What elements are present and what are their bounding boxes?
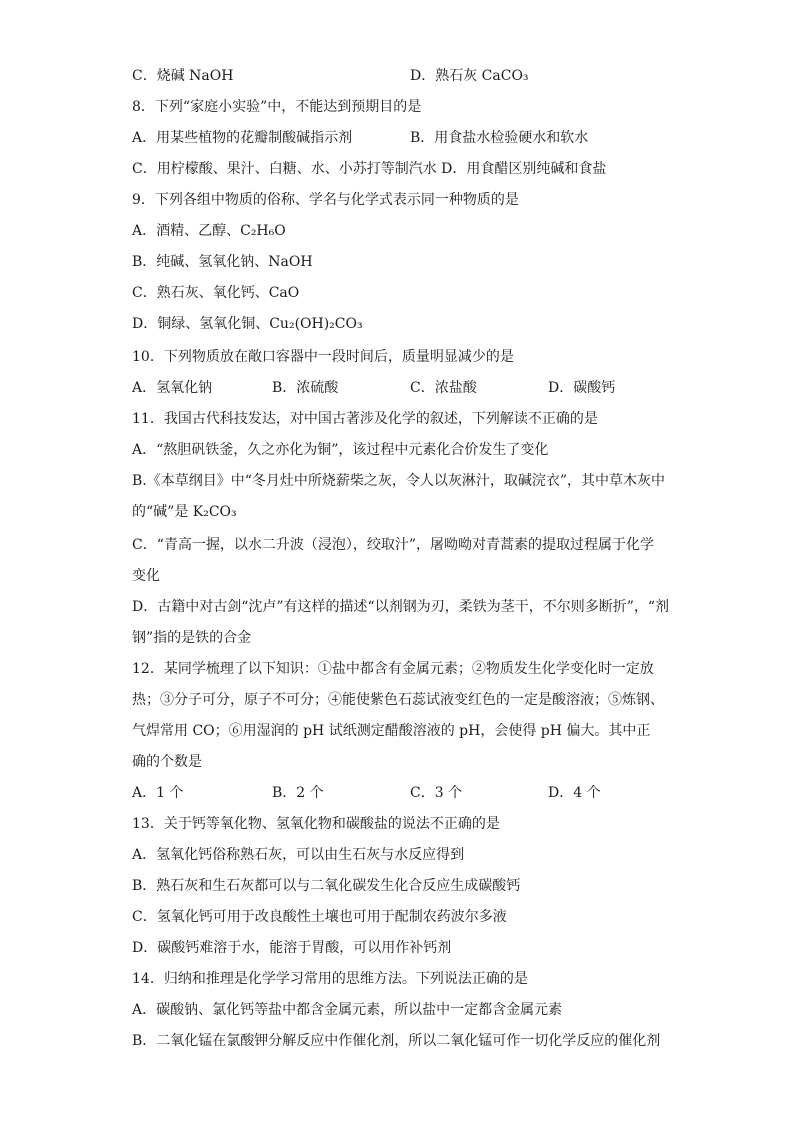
option-b: B.《本草纲目》中“冬月灶中所烧薪柴之灰，令人以灰淋汁，取碱浣衣”，其中草木灰中 — [132, 473, 666, 489]
question-12-cont: 热；③分子可分，原子不可分；④能使紫色石蕊试液变红色的一定是酸溶液；⑤炼钢、 — [132, 692, 664, 708]
question-11: 11．我国古代科技发达，对中国古著涉及化学的叙述，下列解读不正确的是 — [132, 411, 598, 427]
option-line: C．用柠檬酸、果汁、白糖、水、小苏打等制汽水 D．用食醋区别纯碱和食盐 — [132, 161, 607, 177]
question-10: 10．下列物质放在敞口容器中一段时间后，质量明显减少的是 — [132, 349, 514, 365]
option-d: D．铜绿、氢氧化铜、Cu₂(OH)₂CO₃ — [132, 316, 363, 332]
question-13: 13．关于钙等氧化物、氢氧化物和碳酸盐的说法不正确的是 — [132, 816, 500, 832]
option-a: A．碳酸钠、氯化钙等盐中都含金属元素，所以盐中一定都含金属元素 — [132, 1002, 563, 1018]
option-d: D．熟石灰 CaCO₃ — [410, 68, 529, 84]
option-a: A．氢氧化钙俗称熟石灰，可以由生石灰与水反应得到 — [132, 847, 465, 863]
option-a: A．氢氧化钠 — [132, 380, 213, 396]
option-c: C．熟石灰、氧化钙、CaO — [132, 285, 300, 301]
option-line — [132, 378, 616, 398]
option-b-cont: 的“碱”是 K₂CO₃ — [132, 504, 237, 520]
question-12-cont: 气焊常用 CO；⑥用湿润的 pH 试纸测定醋酸溶液的 pH，会使得 pH 偏大。其中正 — [132, 723, 651, 739]
option-line — [132, 783, 601, 803]
question-12-cont: 确的个数是 — [132, 754, 202, 770]
option-b: B．2 个 — [272, 785, 324, 801]
option-c: C．浓盐酸 — [410, 380, 477, 396]
option-c-cont: 变化 — [132, 568, 160, 584]
option-d: D．古籍中对古剑“沈卢”有这样的描述“以剂钢为刃，柔铁为茎干，不尔则多断折”，“剂 — [132, 599, 670, 615]
option-b: B．二氧化锰在氯酸钾分解反应中作催化剂，所以二氧化锰可作一切化学反应的催化剂 — [132, 1033, 661, 1049]
option-c: C．3 个 — [410, 785, 463, 801]
option-d: D．4 个 — [548, 785, 601, 801]
option-c: C．烧碱 NaOH — [132, 68, 234, 84]
option-b: B．熟石灰和生石灰都可以与二氧化碳发生化合反应生成碳酸钙 — [132, 878, 521, 894]
option-a: A．1 个 — [132, 785, 184, 801]
option-a: A．用某些植物的花瓣制酸碱指示剂 — [132, 130, 353, 146]
question-9: 9．下列各组中物质的俗称、学名与化学式表示同一种物质的是 — [132, 192, 519, 208]
option-b: B．纯碱、氢氧化钠、NaOH — [132, 254, 313, 270]
option-c: C．“青高一握，以水二升波（浸泡），绞取汁”，屠呦呦对青蒿素的提取过程属于化学 — [132, 537, 655, 553]
question-8: 8．下列“家庭小实验”中，不能达到预期目的是 — [132, 99, 422, 115]
option-b: B．浓硫酸 — [272, 380, 339, 396]
option-c: C．氢氧化钙可用于改良酸性土壤也可用于配制农药波尔多液 — [132, 909, 507, 925]
option-a: A．酒精、乙醇、C₂H₆O — [132, 223, 286, 239]
question-14: 14．归纳和推理是化学学习常用的思维方法。下列说法正确的是 — [132, 971, 528, 987]
question-12: 12．某同学梳理了以下知识：①盐中都含有金属元素；②物质发生化学变化时一定放 — [132, 661, 654, 677]
option-a: A．“熬胆矾铁釜，久之亦化为铜”，该过程中元素化合价发生了变化 — [132, 442, 549, 458]
option-line — [132, 128, 589, 148]
option-line — [132, 66, 529, 86]
option-b: B．用食盐水检验硬水和软水 — [410, 130, 589, 146]
option-d-cont: 钢”指的是铁的合金 — [132, 630, 252, 646]
option-d: D．碳酸钙 — [548, 380, 616, 396]
option-d: D．碳酸钙难溶于水，能溶于胃酸，可以用作补钙剂 — [132, 940, 452, 956]
